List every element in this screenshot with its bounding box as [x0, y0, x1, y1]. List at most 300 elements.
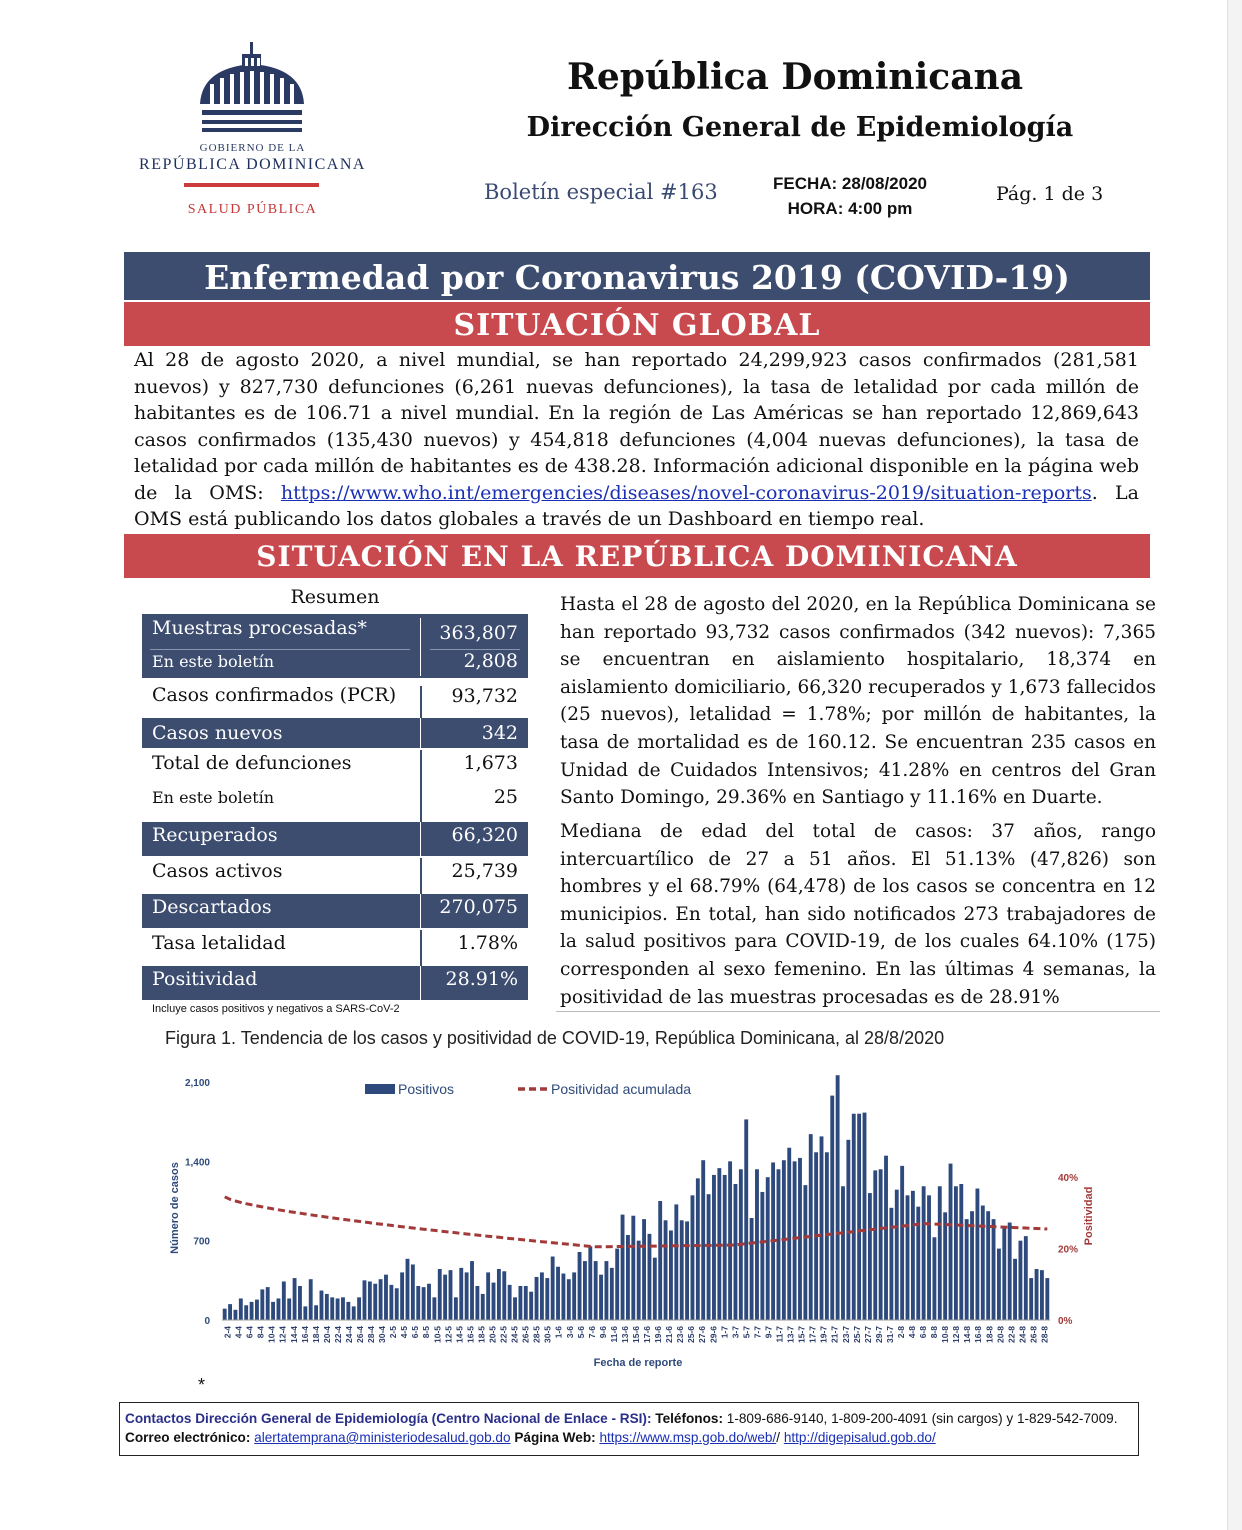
section-divider	[556, 1011, 1160, 1012]
email-link[interactable]: alertatemprana@ministeriodesalud.gob.do	[254, 1430, 511, 1445]
x-tick-label: 6-8	[918, 1326, 928, 1339]
bar	[728, 1161, 732, 1320]
bar	[981, 1206, 985, 1320]
x-tick-label: 17-6	[642, 1326, 652, 1344]
web-label: Página Web:	[514, 1430, 596, 1445]
bar	[432, 1297, 436, 1320]
government-logo	[130, 38, 375, 228]
report-time: HORA: 4:00 pm	[787, 199, 913, 218]
row-value: 1,673	[463, 752, 518, 774]
bar	[427, 1284, 431, 1320]
page-number: Pág. 1 de 3	[996, 183, 1104, 205]
bar	[1045, 1278, 1049, 1320]
x-tick-label: 11-7	[774, 1326, 785, 1343]
x-tick-label: 7-6	[586, 1326, 597, 1339]
bar	[244, 1305, 248, 1320]
bar	[900, 1166, 904, 1320]
x-tick-label: 29-6	[708, 1326, 719, 1344]
email-label: Correo electrónico:	[125, 1430, 251, 1445]
bar	[669, 1230, 673, 1320]
bar	[927, 1195, 931, 1320]
row-activos	[142, 860, 528, 890]
asterisk-note: *	[198, 1375, 206, 1395]
header-title: República Dominicana	[566, 56, 1024, 98]
row-value: 270,075	[439, 896, 518, 918]
bar	[685, 1221, 689, 1320]
x-tick-label: 29-7	[873, 1326, 884, 1344]
x-tick-label: 20-5	[487, 1326, 498, 1344]
x-tick-label: 14-8	[962, 1326, 973, 1344]
row-value: 1.78%	[457, 932, 518, 954]
row-label: Casos nuevos	[152, 722, 283, 744]
bar	[572, 1272, 576, 1320]
row-value: 2,808	[463, 650, 518, 672]
bar	[943, 1212, 947, 1320]
bar	[234, 1310, 238, 1320]
bar	[389, 1285, 393, 1320]
bar	[1040, 1270, 1044, 1320]
bar	[368, 1281, 372, 1320]
bar	[701, 1160, 705, 1320]
bar	[470, 1261, 474, 1320]
bar	[906, 1195, 910, 1320]
bar	[658, 1201, 662, 1320]
page-edge	[1227, 0, 1242, 1530]
bar	[809, 1134, 813, 1320]
x-tick-label: 2-5	[388, 1326, 399, 1339]
y-tick-label: 2,100	[184, 1078, 210, 1089]
x-tick-label: 19-6	[653, 1326, 664, 1344]
global-text-after: . La OMS está publicando los datos globales a través de un Dashboard en tiempo real.	[134, 481, 1139, 530]
x-tick-label: 18-4	[310, 1326, 321, 1344]
bar	[223, 1309, 227, 1320]
x-tick-label: 24-5	[509, 1326, 520, 1344]
bar	[293, 1278, 297, 1320]
row-defunciones-boletin	[142, 786, 528, 816]
bar	[637, 1241, 641, 1320]
phones-value: 1-809-686-9140, 1-809-200-4091 (sin cargos) y 1-829-542-7009.	[726, 1411, 1118, 1426]
x-tick-label: 31-7	[884, 1326, 895, 1344]
x-tick-label: 23-7	[840, 1326, 851, 1344]
resumen-title: Resumen	[290, 586, 380, 608]
x-tick-label: 8-4	[255, 1326, 266, 1339]
y-tick-label: 0	[204, 1316, 210, 1327]
bar	[723, 1175, 727, 1320]
bar	[642, 1219, 646, 1320]
row-label: Muestras procesadas*	[152, 617, 367, 639]
bar	[518, 1286, 522, 1320]
row-confirmados	[142, 682, 528, 714]
x-tick-label: 27-6	[697, 1326, 708, 1344]
row-divider	[420, 618, 421, 676]
bar	[475, 1286, 479, 1320]
capitol-dome-icon	[130, 38, 375, 138]
bar	[599, 1275, 603, 1320]
x-tick-label: 5-7	[741, 1326, 752, 1339]
row-divider	[420, 894, 421, 928]
row-recuperados	[142, 822, 528, 856]
bar	[803, 1185, 807, 1320]
bar	[260, 1289, 264, 1320]
row-label: Recuperados	[152, 824, 278, 846]
bar	[852, 1114, 856, 1320]
who-link[interactable]: https://www.who.int/emergencies/diseases/novel-coronavirus-2019/situation-reports	[280, 481, 1092, 504]
legend-swatch-bars	[365, 1084, 395, 1094]
bar	[1029, 1278, 1033, 1320]
bar	[298, 1286, 302, 1320]
bar	[621, 1215, 625, 1320]
bar	[255, 1300, 259, 1320]
bar	[341, 1297, 345, 1320]
boletin-number: Boletín especial #163	[484, 180, 718, 204]
y2-tick-label: 0%	[1058, 1316, 1073, 1327]
bar	[400, 1272, 404, 1320]
x-tick-label: 19-7	[818, 1326, 829, 1344]
bar	[696, 1178, 700, 1320]
bar	[959, 1184, 963, 1320]
x-tick-label: 20-8	[995, 1326, 1006, 1344]
x-tick-label: 30-4	[377, 1326, 388, 1344]
bar	[889, 1208, 893, 1320]
x-tick-label: 9-6	[597, 1326, 608, 1339]
x-tick-label: 22-4	[332, 1326, 343, 1344]
figure-caption: Figura 1. Tendencia de los casos y positividad de COVID-19, República Dominicana, al 28/8/2020	[165, 1028, 945, 1048]
x-tick-label: 28-8	[1039, 1326, 1050, 1344]
x-tick-label: 3-7	[730, 1326, 741, 1339]
bar	[330, 1297, 334, 1320]
row-label: En este boletín	[152, 788, 275, 807]
bar	[346, 1302, 350, 1320]
bar	[932, 1237, 936, 1320]
bar	[911, 1191, 915, 1320]
logo-divider	[184, 183, 319, 187]
main-banner: Enfermedad por Coronavirus 2019 (COVID-19)	[124, 252, 1150, 300]
resumen-footnote: Incluye casos positivos y negativos a SARS-CoV-2	[152, 1003, 400, 1015]
row-value: 363,807	[439, 622, 518, 644]
rd-banner: SITUACIÓN EN LA REPÚBLICA DOMINICANA	[124, 534, 1150, 578]
bar	[567, 1279, 571, 1320]
bar	[997, 1249, 1001, 1320]
row-casos-nuevos	[142, 718, 528, 748]
x-tick-label: 16-4	[299, 1326, 310, 1344]
y2-tick-label: 40%	[1058, 1173, 1079, 1185]
row-label: Descartados	[152, 896, 272, 918]
bar	[830, 1096, 834, 1320]
bar	[674, 1204, 678, 1320]
bar	[744, 1119, 748, 1320]
row-letalidad	[142, 932, 528, 962]
rd-paragraph-1: Hasta el 28 de agosto del 2020, en la República Dominicana se han reportado 93,732 casos confirmados (342 nuevos): 7,365 se encuentran en aislamiento hospitalario, 18,374 en aislamiento domiciliario, 66,320 recuperados y 1,673 fallecidos (25 nuevos), letalidad = 1.78%; por millón de habitantes, la tasa de mortalidad es de 160.12. Se encuentran 235 casos en Unidad de Cuidados Intensivos; 41.28% en centros del Gran Santo Domingo, 29.36% en Santiago y 11.16% en Duarte.	[560, 594, 1156, 809]
x-tick-label: 27-7	[862, 1326, 873, 1344]
x-tick-label: 12-5	[443, 1326, 454, 1344]
row-label: En este boletín	[152, 652, 275, 671]
x-tick-label: 10-8	[940, 1326, 951, 1344]
x-tick-label: 8-8	[929, 1326, 940, 1339]
x-tick-label: 22-8	[1006, 1326, 1017, 1344]
bar	[750, 1218, 754, 1320]
row-positividad	[142, 966, 528, 1000]
x-tick-label: 26-5	[520, 1326, 531, 1344]
bar	[513, 1297, 517, 1320]
x-tick-label: 14-4	[288, 1326, 299, 1344]
bar	[497, 1269, 501, 1320]
row-value: 93,732	[451, 685, 518, 707]
cases-positivity-chart	[160, 1068, 1095, 1378]
bar	[868, 1193, 872, 1320]
bar	[352, 1306, 356, 1320]
row-label: Positividad	[152, 968, 258, 990]
bar	[228, 1304, 232, 1320]
row-label: Casos activos	[152, 860, 283, 882]
bar	[561, 1274, 565, 1320]
bar	[604, 1261, 608, 1320]
row-divider	[420, 822, 421, 856]
bar	[545, 1278, 549, 1320]
bar	[680, 1220, 684, 1320]
row-descartados	[142, 894, 528, 928]
x-tick-label: 15-7	[796, 1326, 807, 1344]
x-tick-label: 4-4	[233, 1326, 244, 1339]
header-subtitle: Dirección General de Epidemiología	[526, 112, 1074, 143]
logo-republica-text: REPÚBLICA DOMINICANA	[139, 156, 366, 173]
bar	[922, 1186, 926, 1320]
x-tick-label: 26-8	[1028, 1326, 1039, 1344]
bar	[820, 1136, 824, 1320]
contact-org: Contactos Dirección General de Epidemiología (Centro Nacional de Enlace - RSI):	[125, 1411, 652, 1426]
x-tick-label: 26-4	[355, 1326, 365, 1344]
row-divider	[420, 966, 421, 1000]
x-tick-label: 18-5	[476, 1326, 487, 1344]
x-tick-label: 12-4	[277, 1326, 288, 1344]
bar	[615, 1249, 619, 1320]
bar	[443, 1275, 447, 1320]
x-tick-label: 28-4	[366, 1326, 376, 1344]
x-tick-label: 25-6	[686, 1326, 697, 1344]
bar	[653, 1258, 657, 1320]
x-tick-label: 18-8	[984, 1326, 995, 1344]
bar	[588, 1246, 592, 1320]
bar	[755, 1169, 759, 1320]
bar	[481, 1294, 485, 1320]
x-tick-label: 16-8	[973, 1326, 984, 1344]
bar	[524, 1286, 528, 1320]
x-axis-title: Fecha de reporte	[593, 1357, 683, 1369]
bar	[422, 1287, 426, 1320]
x-tick-label: 3-6	[564, 1326, 575, 1339]
x-tick-label: 24-8	[1017, 1326, 1028, 1344]
bar	[325, 1294, 329, 1320]
x-tick-label: 16-5	[465, 1326, 476, 1344]
x-tick-label: 2-8	[896, 1326, 906, 1339]
bar	[873, 1170, 877, 1320]
x-tick-label: 25-7	[851, 1326, 862, 1344]
row-label: Tasa letalidad	[152, 932, 286, 954]
bar	[314, 1305, 318, 1320]
x-tick-label: 21-7	[829, 1326, 840, 1344]
bar	[486, 1272, 490, 1320]
bar	[535, 1277, 539, 1320]
row-defunciones	[142, 752, 528, 782]
bar	[357, 1297, 361, 1320]
bar	[320, 1291, 324, 1320]
row-muestras	[142, 614, 528, 678]
x-tick-label: 6-4	[244, 1326, 255, 1339]
bar	[631, 1216, 635, 1320]
bar	[309, 1279, 313, 1320]
row-divider	[150, 649, 410, 650]
web-link-msp[interactable]: https://www.msp.gob.do/web/	[599, 1430, 777, 1445]
bar	[787, 1148, 791, 1320]
bar	[938, 1186, 942, 1320]
phones-label: Teléfonos:	[655, 1411, 723, 1426]
x-tick-label: 22-5	[498, 1326, 509, 1344]
bar	[492, 1283, 496, 1320]
bar	[395, 1288, 399, 1320]
bar	[271, 1302, 275, 1320]
bar	[884, 1156, 888, 1320]
x-tick-label: 28-5	[531, 1326, 542, 1344]
x-tick-label: 5-6	[575, 1326, 586, 1339]
bar	[1002, 1227, 1006, 1320]
y2-tick-label: 20%	[1058, 1244, 1079, 1256]
bar	[449, 1270, 453, 1320]
bar	[373, 1284, 377, 1320]
bar	[578, 1252, 582, 1320]
x-tick-label: 10-5	[432, 1326, 443, 1344]
bar	[594, 1261, 598, 1320]
bar	[970, 1211, 974, 1320]
bar	[992, 1219, 996, 1320]
bar	[551, 1257, 555, 1320]
report-date: FECHA: 28/08/2020	[772, 174, 928, 193]
y-axis-title: Número de casos	[169, 1162, 181, 1254]
row-value: 66,320	[451, 824, 518, 846]
bar	[863, 1113, 867, 1320]
x-tick-label: 13-7	[785, 1326, 796, 1344]
bar	[379, 1279, 383, 1320]
bar	[540, 1272, 544, 1320]
contact-box: Contactos Dirección General de Epidemiología (Centro Nacional de Enlace - RSI): Teléfonos: 1-809-686-9140, 1-809-200-4091 (sin cargos) y 1-829-542-7009. Correo electrónico: alertatemprana@ministeriodesalud.gob.do Página Web: https://www.msp.gob.do/web// http://digepisalud.gob.do/	[119, 1402, 1139, 1456]
x-tick-label: 10-4	[266, 1326, 277, 1344]
bar	[879, 1169, 883, 1320]
bar	[766, 1177, 770, 1320]
bar	[556, 1267, 560, 1320]
bar	[760, 1192, 764, 1320]
x-tick-label: 11-6	[608, 1326, 619, 1343]
row-value: 25	[493, 786, 518, 808]
bar	[857, 1114, 861, 1320]
bar	[438, 1269, 442, 1320]
bar	[406, 1259, 410, 1320]
bar	[1008, 1223, 1012, 1320]
bar	[664, 1220, 668, 1320]
x-tick-label: 1-7	[719, 1326, 730, 1339]
logo-salud-text: SALUD PÚBLICA	[187, 202, 318, 217]
date-time-block	[752, 171, 948, 221]
x-tick-label: 6-5	[410, 1326, 421, 1339]
bar	[691, 1195, 695, 1320]
bar	[949, 1164, 953, 1320]
bar	[454, 1297, 458, 1320]
bar	[508, 1285, 512, 1320]
bar	[707, 1194, 711, 1320]
x-tick-label: 4-5	[399, 1326, 410, 1339]
bar	[336, 1298, 340, 1320]
row-value: 28.91%	[445, 968, 518, 990]
bar	[363, 1280, 367, 1320]
web-link-digepi[interactable]: http://digepisalud.gob.do/	[783, 1430, 936, 1445]
bar	[502, 1271, 506, 1320]
bar	[1024, 1236, 1028, 1320]
x-tick-label: 9-7	[763, 1326, 774, 1339]
x-tick-label: 13-6	[620, 1326, 630, 1344]
legend-label-bars: Positivos	[398, 1081, 455, 1097]
x-tick-label: 4-8	[907, 1326, 917, 1339]
bar	[416, 1286, 420, 1320]
bar	[734, 1184, 738, 1320]
legend-label-line: Positividad acumulada	[551, 1081, 692, 1097]
bar	[529, 1292, 533, 1320]
x-tick-label: 24-4	[344, 1326, 354, 1344]
row-label: Total de defunciones	[152, 752, 352, 774]
rd-paragraph-2: Mediana de edad del total de casos: 37 años, rango intercuartílico de 27 a 51 años. El 51.13% (47,826) son hombres y el 68.79% (64,478) de los casos se concentra en 12 municipios. En total, han sido notificados 273 trabajadores de la salud positivos para COVID-19, de los cuales 64.10% (175) corresponden al sexo femenino. En las últimas 4 semanas, la positividad de las muestras procesadas es de 28.91%	[560, 821, 1156, 1008]
bar	[836, 1075, 840, 1320]
row-divider	[430, 649, 520, 650]
x-tick-label: 17-7	[807, 1326, 818, 1344]
bar	[459, 1268, 463, 1320]
bar	[239, 1298, 243, 1320]
x-tick-label: 23-6	[675, 1326, 686, 1344]
bar	[1018, 1241, 1022, 1320]
row-label: Casos confirmados (PCR)	[152, 684, 397, 706]
bar	[287, 1298, 291, 1320]
bar	[846, 1140, 850, 1320]
x-tick-label: 30-5	[542, 1326, 553, 1344]
x-tick-label: 15-6	[631, 1326, 641, 1344]
y2-axis-title: Positividad	[1083, 1186, 1095, 1246]
x-tick-label: 8-5	[421, 1326, 432, 1339]
row-value: 25,739	[451, 860, 518, 882]
bar	[277, 1298, 281, 1320]
bar	[1035, 1269, 1039, 1320]
x-tick-label: 12-8	[951, 1326, 962, 1344]
y-tick-label: 700	[193, 1236, 210, 1248]
global-situation-paragraph	[134, 347, 1139, 533]
bar	[384, 1275, 388, 1320]
bar	[465, 1272, 469, 1320]
bar	[895, 1190, 899, 1320]
global-text: Al 28 de agosto 2020, a nivel mundial, se han reportado 24,299,923 casos confirmados (281,581 nuevos) y 827,730 defunciones (6,261 nuevas defunciones), la tasa de letalidad por cada millón de habitantes es de 106.71 a nivel mundial. En la región de Las Américas se han reportado 12,869,643 casos confirmados (135,430 nuevos) y 454,818 defunciones (4,004 nuevas defunciones), la tasa de letalidad por cada millón de habitantes es de 438.28. Información adicional disponible en la página web de la OMS:	[134, 349, 1139, 504]
bar	[583, 1261, 587, 1320]
x-tick-label: 14-5	[454, 1326, 465, 1344]
y-tick-label: 1,400	[184, 1157, 210, 1169]
bar	[411, 1264, 415, 1320]
bar	[712, 1175, 716, 1320]
bar	[954, 1186, 958, 1320]
x-tick-label: 1-6	[553, 1326, 564, 1339]
row-value: 342	[481, 722, 518, 744]
bar	[610, 1268, 614, 1320]
bar	[250, 1302, 254, 1320]
bar	[975, 1189, 979, 1320]
bar	[965, 1219, 969, 1320]
bar	[303, 1306, 307, 1320]
logo-gobierno-text: GOBIERNO DE LA	[199, 142, 306, 154]
bar	[793, 1161, 797, 1320]
global-banner: SITUACIÓN GLOBAL	[124, 302, 1150, 346]
x-tick-label: 2-4	[222, 1326, 233, 1339]
bar	[1013, 1259, 1017, 1320]
